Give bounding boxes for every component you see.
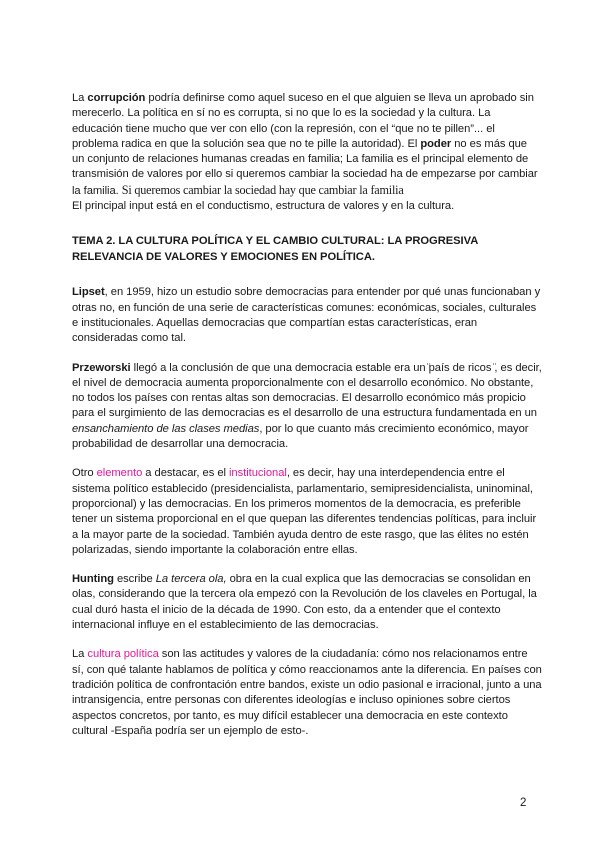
text: son las actitudes y valores de la ciudadanía: cómo nos relacionamos entre sí, con qué talante hablamos de política y cómo reaccionamos ante la diferencia. En países con tradición política de confrontación entre bandos, existe un odio pasional e irracional, junto a una intransigencia, entre personas con diferentes ideologías e incluso opiniones sobre ciertos aspectos concretos, por tanto, es muy difícil establecer una democracia en este contexto cultural -España podría ser un ejemplo de esto-. [72,648,542,737]
paragraph-institucional [72,466,542,558]
paragraph-corrupcion [72,91,542,199]
serif-quote: Si queremos cambiar la sociedad hay que cambiar la familia [121,182,404,197]
italic-book-title: La tercera ola, [155,573,227,586]
text: podría definirse como aquel suceso en el que alguien se lleva un aprobado sin merecerlo. La política en sí no es corrupta, si no que lo es la sociedad y la cultura. La educación tiene mucho que ver con ello (con la represión, con el “que no te pillen”... el problema radica en que la solución sea que no te pille la autoridad). El [72,92,534,150]
text: obra en la cual explica que las democracias se consolidan en olas, considerando que la tercera ola empezó con la Revolución de los claveles en Portugal, la cual duró hasta el inicio de la década de 1990. Con esto, da a entender que el contexto internacional influye en el establecimiento de las democracias. [72,573,537,632]
italic-phrase: ensanchamiento de las clases medias [72,422,260,435]
text: , por lo que cuanto más crecimiento económico, mayor probabilidad de desarrollar una democracia. [72,422,529,451]
document-page [72,91,542,739]
highlight-cultura-politica: cultura política [87,648,159,661]
text: a destacar, es el [142,467,229,480]
text: no es más que un conjunto de relaciones humanas creadas en familia; La familia es el principal elemento de transmisión de valores por ello si queremos cambiar la sociedad ha de empezarse por cambiar la familia. [72,137,538,197]
text: La [72,92,88,104]
text: La [72,648,88,661]
paragraph-lipset [72,285,542,346]
page-number: 2 [520,797,527,809]
paragraph-input: El principal input está en el conductismo, estructura de valores y en la cultura. [72,200,455,213]
paragraph-cultura-politica [72,647,542,739]
bold-name-przeworski: Przeworski [72,361,131,374]
text: llegó a la conclusión de que una democracia estable era un ̈país de ricos ̈, es decir, el nivel de democracia aumenta proporcionalmente con el desarrollo económico. No obstante, no todos los países con rentas altas son democracias. El desarrollo económico más propicio para el surgimiento de las democracias es el desarrollo de una estructura fundamentada en un [72,361,542,420]
bold-name-lipset: Lipset [72,286,105,299]
text: , es decir, hay una interdependencia entre el sistema político establecido (presidencialista, parlamentario, semipresidencialista, uninominal, proporcional) y las democracias. En los primeros momentos de la democracia, es preferible tener un sistema proporcional en el que quepan las diferentes tendencias políticas, para incluir a la mayor parte de la sociedad. También ayuda dentro de este rasgo, que las élites no estén polarizadas, siendo importante la colaboración entre ellas. [72,467,537,556]
highlight-institucional: institucional [229,467,287,480]
paragraph-przeworski [72,361,542,453]
text: Otro [72,467,97,480]
text: , en 1959, hizo un estudio sobre democracias para entender por qué unas funcionaban y otras no, en función de una serie de características comunes: económicas, sociales, culturales e institucionales. Aquellas democracias que compartían estas características, eran consideradas como tal. [72,286,541,345]
section-title: TEMA 2. LA CULTURA POLÍTICA Y EL CAMBIO CULTURAL: LA PROGRESIVA RELEVANCIA DE VALORES Y EMOCIONES EN POLÍTICA. [72,235,478,263]
highlight-elemento: elemento [96,467,143,480]
bold-name-hunting: Hunting [72,573,114,586]
text: escribe [113,573,156,586]
bold-term-corrupcion: corrupción [87,92,146,104]
bold-term-poder: poder [420,137,452,150]
paragraph-hunting [72,572,542,633]
